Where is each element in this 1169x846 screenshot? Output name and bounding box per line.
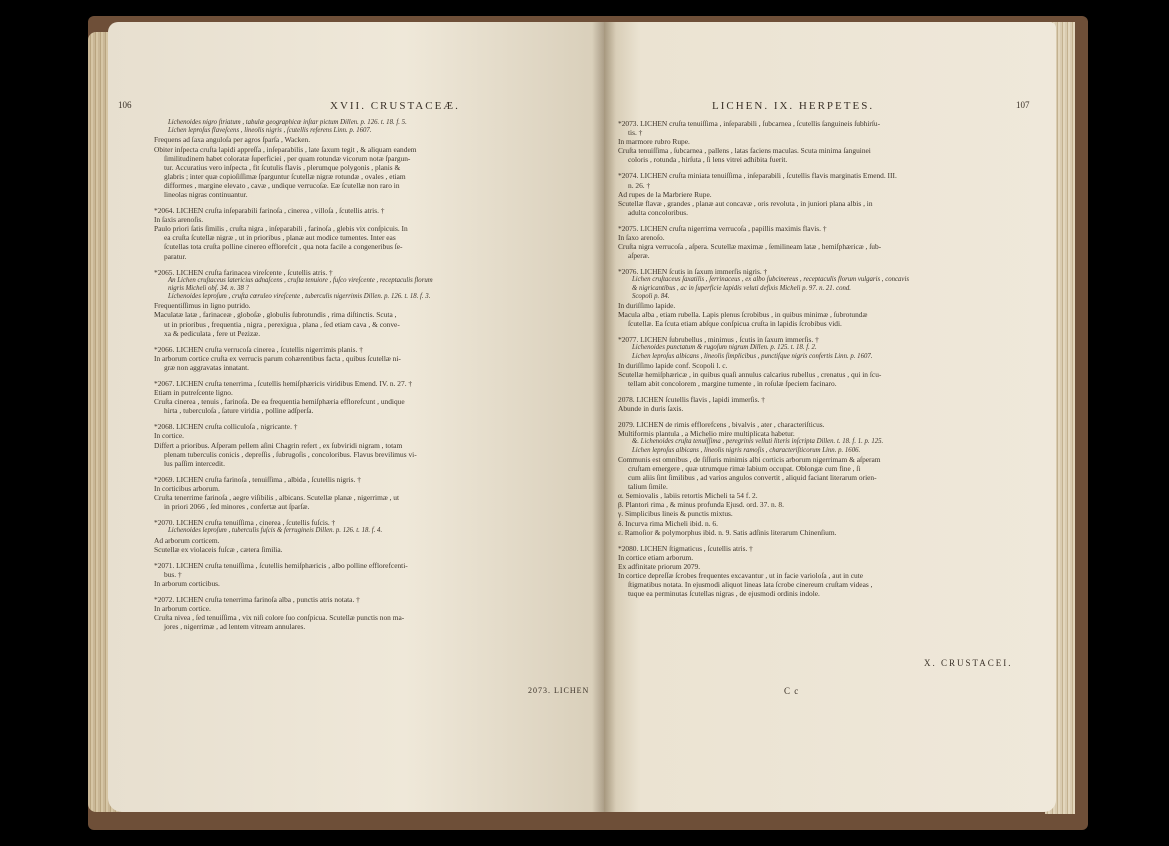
right-page — [604, 22, 1056, 812]
text-line: γ. Simplicibus lineis & punctis mixtus. — [618, 509, 733, 519]
text-line: glabris ; inter quæ copioſiſſimæ ſparguntur ſcutellæ nigræ rotundæ , ovales , etiam — [164, 171, 406, 181]
right-page-number: 107 — [1016, 100, 1030, 110]
text-line: *2080. LICHEN ſtigmaticus , ſcutellis atris. † — [618, 543, 753, 553]
text-line: nigris Micheli obſ. 34. n. 38 ? — [168, 284, 249, 292]
text-line: cruſtam emergere , quæ utrumque rimæ labium occupat. Oblongæ cum fine , ſi — [628, 463, 861, 473]
text-line: *2065. LICHEN cruſta farinacea vireſcente , ſcutellis atris. † — [154, 267, 333, 277]
text-line: lus paſſim intercedit. — [164, 458, 225, 468]
text-line: jores , nigerrimæ , ad lentem vitream annulares. — [164, 622, 306, 632]
text-line: *2070. LICHEN cruſta tenuiſſima , cinerea , ſcutellis fuſcis. † — [154, 518, 336, 528]
text-line: &. Lichenoides cruſta tenuiſſima , peregrinis velluti literis inſcripta Dillen. t. 18. f. 1. p. 125. — [632, 438, 884, 446]
text-line: In duriſſimo lapide. — [618, 301, 676, 311]
text-line: ſtigmatibus notata. In ejusmodi aliquot lineas lata ſcrobe cinereum cruſtam videas , — [628, 580, 873, 590]
right-page-body — [618, 119, 1038, 598]
text-line: talium ſimile. — [628, 482, 668, 492]
left-page-number: 106 — [118, 100, 132, 110]
text-line: tur. Accuratius vero inſpecta , fit ſcutulis flavis , plerumque polygonis , planis & — [164, 162, 401, 172]
text-line: *2067. LICHEN cruſta tenerrima , ſcutellis hemiſphæricis viridibus Emend. IV. n. 27. † — [154, 378, 413, 388]
left-running-head: XVII. CRUSTACEÆ. — [330, 100, 460, 112]
text-line: Ad arborum corticem. — [154, 535, 220, 545]
text-line: Lichenoides leproſum , tuberculis fuſcis & ferrugineis Dillen. p. 126. t. 18. f. 4. — [168, 527, 383, 535]
text-line: Multiformis plantula , a Michelio mire multiplicata habetur. — [618, 429, 795, 439]
text-line: Frequentiſſimus in ligno putrido. — [154, 301, 251, 311]
text-line: Communis est omnibus , de ſiſſuris minimis albi corticis arborum nigerrimam & aſperam — [618, 454, 881, 464]
text-line: An Lichen cruſtaceus latericius adnaſcens , cruſta tenuiore , fuſco vireſcente , receptaculis florum — [168, 276, 433, 284]
text-line: In ſaxis arenoſis. — [154, 215, 204, 225]
text-line: bus. † — [164, 569, 182, 579]
text-line: ut in prioribus , frequentia , nigra , perexigua , plana , ſed etiam cava , & conve- — [164, 319, 400, 329]
text-line: *2077. LICHEN ſubrubellus , minimus , ſcutis in ſaxum immerſis. † — [618, 335, 819, 345]
text-line: In cortice depreſſæ ſcrobes frequentes excavantur , ut in facie varioloſa , aut in cute — [618, 570, 864, 580]
text-line: Cruſta nivea , ſed tenuiſſima , vix niſi colore ſuo conſpicua. Scutellæ punctis non ma- — [154, 613, 405, 623]
text-line: græ non aggravatas innatant. — [164, 362, 249, 372]
text-line: Scopoli p. 84. — [632, 292, 670, 300]
text-line: Etiam in putreſcente ligno. — [154, 388, 233, 398]
text-line: ea cruſta ſcutellæ nigræ , ut in prioribus , planæ aut modice tumentes. Inter eas — [164, 233, 396, 243]
text-line: difformes , margine elevato , cavæ , undique verrucoſæ. Eæ ſcutellæ non raro in — [164, 180, 400, 190]
text-line: Scutellæ ex violaceis fuſcæ , cætera ſimilia. — [154, 544, 283, 554]
text-line: 2079. LICHEN de rimis efflorefcens , bivalvis , ater , characteriſticus. — [618, 420, 825, 430]
text-line: ſcutellas tota cruſta polline cinereo efflorefcit , qua nota facile a congeneribus ſe- — [164, 242, 403, 252]
text-line: cum aliis ſint ſimilibus , ad varios angulos convertit , aliquid faciant literarum orien- — [628, 473, 877, 483]
text-line: adulta concoloribus. — [628, 207, 688, 217]
right-running-head: LICHEN. IX. HERPETES. — [712, 100, 875, 112]
text-line: ε. Ramoſior & polymorphus ibid. n. 9. Satis adſinis literarum Chinenſium. — [618, 527, 837, 537]
text-line: Lichen cruſtaceus ſaxatilis , ſerrinaceus , ex albo ſubcinereus , receptaculis florum vulgaris , concavis — [632, 276, 909, 284]
left-page — [108, 22, 604, 812]
text-line: aſperæ. — [628, 251, 650, 261]
text-line: Lichenoides nigro ſtriatum , tabulæ geographicæ inſtar pictum Dillen. p. 126. t. 18. f. 5. — [168, 119, 407, 126]
text-line: coloris , rotunda , hirſuta , ſi lens vitrei adhibita fuerit. — [628, 155, 788, 165]
text-line: tellam abit concolorem , margine tumente , in roſulæ ſpeciem facinaro. — [628, 378, 837, 388]
text-line: lineolas nigras continuantur. — [164, 189, 248, 199]
text-line: n. 26. † — [628, 180, 651, 190]
text-line: tis. † — [628, 128, 643, 138]
text-line: In arborum cortice cruſta ex verrucis parum cohærentibus facta , quibus ſcutellæ ni- — [154, 353, 401, 363]
text-line: In arborum corticibus. — [154, 578, 220, 588]
left-page-body — [154, 119, 584, 631]
text-line: Maculatæ latæ , farinaceæ , globoſæ , globulis ſubrotundis , rima diſtinctis. Scuta , — [154, 310, 397, 320]
text-line: Scutellæ hemiſphæricæ , in quibus quaſi annulus calcarius rubellus , crenatus , qui in ſcu- — [618, 369, 882, 379]
text-line: Cruſta tenuiſſima , ſubcarnea , pallens , latas faciens maculas. Scuta minima ſanguinei — [618, 146, 871, 156]
text-line: *2072. LICHEN cruſta tenerrima farinoſa alba , punctis atris notata. † — [154, 594, 360, 604]
text-line: In ſaxo arenoſo. — [618, 233, 665, 243]
text-line: ſimilitudinem habet coloratæ ſuperficiei , per quam rotundæ vicorum notæ ſpargun- — [164, 153, 411, 163]
text-line: Macula alba , etiam rubella. Lapis plenus ſcrobibus , in quibus minimæ , ſubrotundæ — [618, 310, 868, 320]
text-line: Abunde in duris ſaxis. — [618, 404, 684, 414]
text-line: *2074. LICHEN cruſta miniata tenuiſſima , inſeparabili , ſcutellis flavis marginatis Emend. III. — [618, 171, 897, 181]
text-line: Cruſta cinerea , tenuis , farinoſa. De ea frequentia hemiſphæria efflorefcunt , undique — [154, 397, 405, 407]
text-line: In arborum cortice. — [154, 604, 211, 614]
text-line: δ. Incurva rima Micheli ibid. n. 6. — [618, 518, 718, 528]
text-line: In duriſſimo lapide conf. Scopoli l. c. — [618, 360, 728, 370]
text-line: Lichen leproſus albicans , lineolis nigris ramoſis , characteriſticorum Linn. p. 1606. — [632, 446, 861, 454]
text-line: Ex adfinitate priorum 2079. — [618, 561, 701, 571]
book-gutter — [592, 22, 616, 812]
text-line: Scutellæ flavæ , grandes , planæ aut concavæ , oris revoluta , in juniori plana albis , in — [618, 198, 873, 208]
text-line: Differt a prioribus. Aſperam pellem aſini Chagrin refert , ex ſubviridi nigram , totam — [154, 440, 403, 450]
text-line: 2078. LICHEN ſcutellis flavis , lapidi immerſis. † — [618, 395, 765, 405]
text-line: In cortice. — [154, 431, 184, 441]
text-line: α. Semiovalis , labiis retortis Micheli ta 54 f. 2. — [618, 491, 758, 501]
text-line: tuque ea perminutas ſcutellas nigras , de ejusmodi ordinis indole. — [628, 589, 820, 599]
right-closing-head: X. CRUSTACEI. — [924, 658, 1013, 668]
text-line: in priori 2066 , ſed minores , confertæ aut ſparſæ. — [164, 502, 310, 512]
text-line: paratur. — [164, 251, 187, 261]
text-line: Lichenoides punctatum & rugoſum nigrum Dillen. p. 125. t. 18. f. 2. — [632, 344, 817, 352]
text-line: *2069. LICHEN cruſta farinoſa , tenuiſſima , albida , ſcutellis nigris. † — [154, 474, 361, 484]
text-line: *2068. LICHEN cruſta colliculoſa , nigricante. † — [154, 422, 298, 432]
text-line: Lichen leproſus flaveſcens , lineolis nigris , ſcutellis referens Linn. p. 1607. — [168, 127, 372, 135]
left-catchword: 2073. LICHEN — [528, 686, 590, 695]
text-line: *2073. LICHEN cruſta tenuiſſima , inſeparabili , ſubcarnea , ſcutellis ſanguineis ſubhirſu- — [618, 119, 881, 128]
text-line: ſcutellæ. Ea ſcuta etiam abſque conſpicua cruſta in lapidis ſcrobibus vidi. — [628, 319, 842, 329]
text-line: β. Plantori rima , & minus profunda Ejusd. ord. 37. n. 8. — [618, 500, 784, 510]
text-line: hirta , tuberculoſa , ſature viridia , polline adſperſa. — [164, 406, 314, 416]
text-line: *2064. LICHEN cruſta inſeparabili farinoſa , cinerea , villoſa , ſcutellis atris. † — [154, 206, 385, 216]
text-line: *2076. LICHEN ſcutis in ſaxum immerſis nigris. † — [618, 267, 768, 277]
text-line: plenam tuberculis conicis , depreſſis , ſubrugoſis , concoloribus. Flavus brevilimus vi- — [164, 449, 417, 459]
text-line: Obiter inſpecta cruſta lapidi appreſſa , inſeparabilis , late ſaxum tegit , & aliquam eandem — [154, 144, 417, 154]
text-line: Paulo priori ſatis ſimilis , cruſta nigra , inſeparabili , farinoſa , glebis vix conſpicuis. In — [154, 224, 408, 234]
text-line: In corticibus arborum. — [154, 483, 220, 493]
text-line: *2066. LICHEN cruſta verrucoſa cinerea , ſcutellis nigerrimis planis. † — [154, 344, 363, 354]
text-line: *2071. LICHEN cruſta tenuiſſima , ſcutellis hemiſphæricis , albo polline efflorefcenti- — [154, 560, 408, 570]
text-line: *2075. LICHEN cruſta nigerrima verrucoſa , papillis maximis flavis. † — [618, 223, 827, 233]
text-line: Cruſta tenerrime farinoſa , aegre viſibilis , albicans. Scutellæ planæ , nigerrimæ , ut — [154, 493, 400, 503]
text-line: Lichen leproſus albicans , lineolis ſimplicibus , punctiſque nigris confertis Linn. p. 1607. — [632, 352, 873, 360]
text-line: & nigricantibus , ac in ſuperficie lapidis veluti defixis Micheli p. 97. n. 21. cond. — [632, 284, 851, 292]
text-line: xa & pediculata , fere ut Pezizæ. — [164, 328, 261, 338]
text-line: Frequens ad ſaxa anguloſa per agros ſparſa , Wacken. — [154, 135, 311, 145]
text-line: In marmore rubro Rupe. — [618, 137, 690, 147]
text-line: Lichenoides leproſum , cruſta cœruleo vireſcente , tuberculis nigerrimis Dillen. p. 126. t. 18. f. 3. — [168, 293, 431, 301]
text-line: Ad rupes de la Marbriere Rupe. — [618, 189, 712, 199]
text-line: Cruſta nigra verrucoſa , aſpera. Scutellæ maximæ , ſemilineam latæ , hemiſphæricæ , ſub- — [618, 242, 882, 252]
right-signature-mark: C c — [784, 686, 800, 696]
text-line: In cortice etiam arborum. — [618, 552, 694, 562]
